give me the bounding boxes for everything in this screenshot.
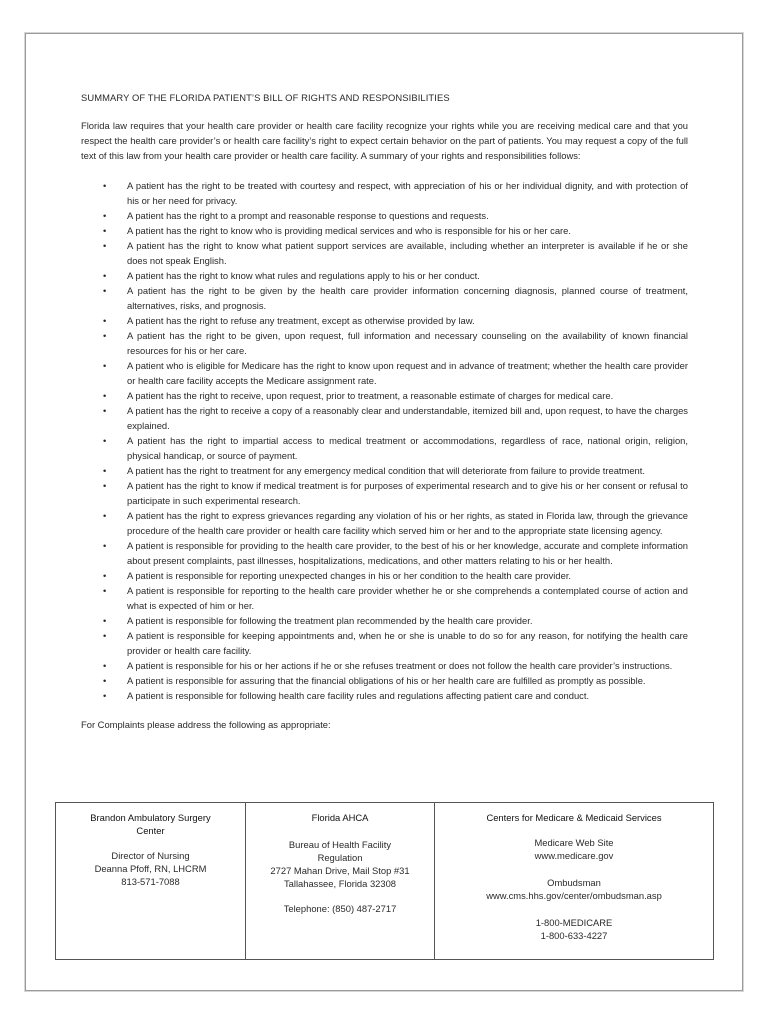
list-item-text: A patient has the right to a prompt and reasonable response to questions and requests. [127, 210, 489, 221]
bullet-mark: • [103, 435, 107, 446]
document-title: SUMMARY OF THE FLORIDA PATIENT’S BILL OF RIGHTS AND RESPONSIBILITIES [81, 92, 450, 103]
list-item-text: A patient has the right to refuse any treatment, except as otherwise provided by law. [127, 315, 475, 326]
list-item-text: A patient has the right to treatment for any emergency medical condition that will deteriorate from failure to provide treatment. [127, 465, 645, 476]
list-item [81, 388, 688, 403]
list-item [81, 208, 688, 223]
list-item [81, 478, 688, 508]
bullet-mark: • [103, 285, 107, 296]
bullet-mark: • [103, 630, 107, 641]
list-item [81, 283, 688, 313]
contact-role: Director of Nursing [111, 850, 190, 861]
contact-ahca-heading: Florida AHCA [311, 812, 369, 823]
list-item [81, 358, 688, 388]
list-item [81, 328, 688, 358]
bullet-mark: • [103, 510, 107, 521]
list-item [81, 238, 688, 268]
list-item-text: A patient has the right to express grievances regarding any violation of his or her rights, as stated in Florida law, through the grievance procedure of the health care provider or health care facility which served him or her and to the appropriate state licensing agency. [127, 510, 688, 536]
complaints-label: For Complaints please address the following as appropriate: [81, 719, 331, 730]
list-item [81, 268, 688, 283]
list-item [81, 463, 688, 478]
list-item-text: A patient is responsible for reporting to the health care provider whether he or she comprehends a contemplated course of action and what is expected of him or her. [127, 585, 688, 611]
bullet-mark: • [103, 615, 107, 626]
list-item [81, 613, 688, 628]
list-item-text: A patient has the right to impartial access to medical treatment or accommodations, regardless of race, national origin, religion, physical handicap, or source of payment. [127, 435, 688, 461]
list-item-text: A patient has the right to receive a copy of a reasonably clear and understandable, itemized bill and, upon request, to have the charges explained. [127, 405, 688, 431]
bullet-mark: • [103, 465, 107, 476]
list-item-text: A patient has the right to know who is providing medical services and who is responsible for his or her care. [127, 225, 571, 236]
list-item-text: A patient who is eligible for Medicare has the right to know upon request and in advance of treatment; whether the health care provider or health care facility accepts the Medicare assignment rate. [127, 360, 688, 386]
document-body [81, 90, 688, 732]
list-item [81, 583, 688, 613]
list-item [81, 538, 688, 568]
contact-ahca [246, 803, 435, 960]
bullet-mark: • [103, 360, 107, 371]
contact-cms-ombudsman: Ombudsman www.cms.hhs.gov/center/ombudsman.asp [441, 876, 707, 902]
list-item [81, 628, 688, 658]
contact-cms-phones: 1-800-MEDICARE 1-800-633-4227 [535, 917, 613, 941]
bullet-mark: • [103, 225, 107, 236]
list-item-text: A patient has the right to know what rules and regulations apply to his or her conduct. [127, 270, 480, 281]
contact-phone: 813-571-7088 [121, 876, 180, 887]
list-item-text: A patient is responsible for providing to the health care provider, to the best of his or her knowledge, accurate and complete information about present complaints, past illnesses, hospitalizations, medications, and other matters relating to his or her health. [127, 540, 688, 566]
list-item-text: A patient has the right to know what patient support services are available, including whether an interpreter is available if he or she does not speak English. [127, 240, 688, 266]
contact-cms-heading: Centers for Medicare & Medicaid Services [486, 812, 662, 823]
list-item [81, 313, 688, 328]
list-item-text: A patient is responsible for following health care facility rules and regulations affecting patient care and conduct. [127, 690, 590, 701]
contact-cms [435, 803, 714, 960]
contacts-table [55, 802, 714, 960]
bullet-mark: • [103, 675, 107, 686]
list-item [81, 403, 688, 433]
list-item-text: A patient is responsible for keeping appointments and, when he or she is unable to do so for any reason, for notifying the health care provider or health care facility. [127, 630, 688, 656]
list-item-text: A patient has the right to be given, upon request, full information and necessary counseling on the availability of known financial resources for his or her care. [127, 330, 688, 356]
list-item [81, 568, 688, 583]
bullet-mark: • [103, 585, 107, 596]
bullet-mark: • [103, 405, 107, 416]
bullet-mark: • [103, 180, 107, 191]
bullet-mark: • [103, 330, 107, 341]
medicare-web-link[interactable]: www.medicare.gov [534, 850, 614, 861]
bullet-mark: • [103, 690, 107, 701]
list-item-text: A patient is responsible for assuring that the financial obligations of his or her health care are fulfilled as promptly as possible. [127, 675, 646, 686]
contact-cms-web: Medicare Web Site www.medicare.gov [441, 836, 707, 862]
contact-brandon-heading: Brandon Ambulatory Surgery Center [90, 812, 211, 836]
list-item-text: A patient has the right to receive, upon request, prior to treatment, a reasonable estimate of charges for medical care. [127, 390, 614, 401]
list-item-text: A patient is responsible for reporting unexpected changes in his or her condition to the health care provider. [127, 570, 572, 581]
ombudsman-link[interactable]: www.cms.hhs.gov/center/ombudsman.asp [486, 890, 662, 901]
list-item-text: A patient is responsible for following the treatment plan recommended by the health care provider. [127, 615, 533, 626]
bullet-mark: • [103, 660, 107, 671]
list-item [81, 178, 688, 208]
list-item-text: A patient has the right to be treated with courtesy and respect, with appreciation of his or her individual dignity, and with protection of his or her need for privacy. [127, 180, 688, 206]
rights-list [81, 178, 688, 703]
contact-brandon-details [62, 849, 239, 888]
list-item [81, 673, 688, 688]
contact-brandon [56, 803, 246, 960]
list-item [81, 508, 688, 538]
list-item [81, 658, 688, 673]
list-item-text: A patient has the right to be given by the health care provider information concerning diagnosis, planned course of treatment, alternatives, risks, and prognosis. [127, 285, 688, 311]
list-item [81, 433, 688, 463]
bullet-mark: • [103, 390, 107, 401]
bullet-mark: • [103, 315, 107, 326]
list-item-text: A patient is responsible for his or her actions if he or she refuses treatment or does not follow the health care provider’s instructions. [127, 660, 673, 671]
intro-paragraph: Florida law requires that your health care provider or health care facility recognize your rights while you are receiving medical care and that you respect the health care provider’s or health care facility’s right to expect certain behavior on the part of patients. You may request a copy of the full text of this law from your health care provider or health care facility. A summary of your rights and responsibilities follows: [81, 120, 688, 161]
bullet-mark: • [103, 240, 107, 251]
contact-ahca-address: Bureau of Health Facility Regulation 2727 Mahan Drive, Mail Stop #31 Tallahassee, Florida 32308 [270, 839, 410, 889]
list-item [81, 223, 688, 238]
bullet-mark: • [103, 480, 107, 491]
bullet-mark: • [103, 210, 107, 221]
bullet-mark: • [103, 270, 107, 281]
bullet-mark: • [103, 570, 107, 581]
list-item [81, 688, 688, 703]
list-item-text: A patient has the right to know if medical treatment is for purposes of experimental research and to give his or her consent or refusal to participate in such experimental research. [127, 480, 688, 506]
bullet-mark: • [103, 540, 107, 551]
contact-person: Deanna Pfoff, RN, LHCRM [94, 863, 207, 874]
contact-ahca-phone: Telephone: (850) 487-2717 [283, 903, 397, 914]
